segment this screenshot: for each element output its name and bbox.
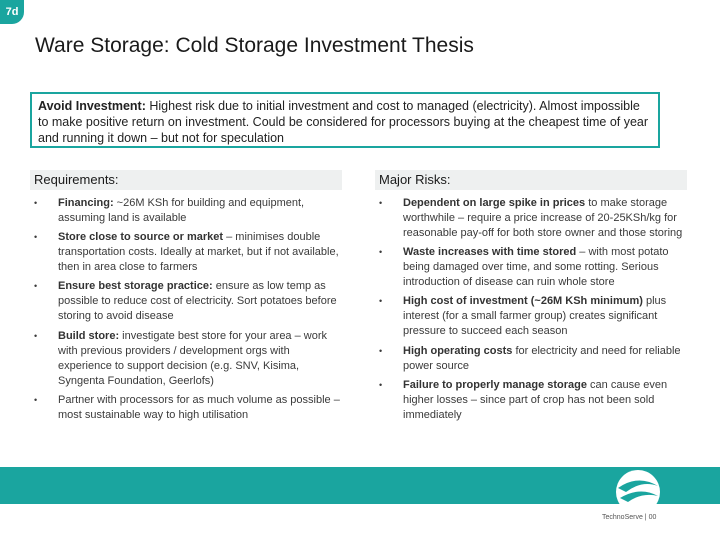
bullet: • [379,296,383,307]
bullet: • [379,247,383,258]
list-item [375,294,687,339]
item-text: Partner with processors for as much volume as possible – most sustainable way to high utilisation [58,393,340,421]
bullet: • [379,198,383,208]
list-item [30,279,345,324]
item-text: ~26M KSh for building and equipment, assuming land is available [58,197,305,224]
item-bold: Waste increases with time stored [403,246,577,259]
item-text: ensure as low temp as possible to reduce cost of electricity. Sort potatoes before storing to avoid disease [58,280,337,323]
risks-heading: Major Risks: [375,170,687,190]
bullet: • [34,394,38,405]
requirements-heading: Requirements: [30,170,342,190]
item-bold: Dependent on large spike in prices [403,197,586,209]
item-text: plus interest (for a small farmer group) creates significant pressure to succeed each season [403,295,667,338]
item-bold: Ensure best storage practice: [58,280,213,293]
item-bold: High cost of investment (~26M KSh minimum) [403,295,643,308]
thesis-box [30,92,660,148]
requirements-list [30,196,345,427]
slide-number-badge [0,0,24,24]
slide-number: 7d [5,6,19,18]
bullet: • [379,345,383,356]
item-text: to make storage worthwhile – require a price increase of 20-25KSh/kg for reasonable pay-off for both store owner and those storing [403,197,683,239]
risks-list [375,196,687,427]
list-item [375,344,687,374]
item-bold: Store close to source or market [58,231,224,244]
item-bold: Build store: [58,329,120,342]
list-item [30,329,345,389]
bullet: • [379,379,383,390]
bullet: • [34,232,38,243]
page-title: Ware Storage: Cold Storage Investment Thesis [35,34,474,57]
item-text: for electricity and need for reliable power source [403,344,681,372]
item-bold: Failure to properly manage storage [403,378,587,391]
item-text: can cause even higher losses – since part of crop has not been sold immediately [403,378,668,421]
list-item [375,196,687,241]
list-item [30,393,345,423]
thesis-text: Highest risk due to initial investment and cost to managed (electricity). Almost impossible to make positive return on investment. Could be considered for processors buying at the cheapest time of year and running it down – but not for speculation [38,99,649,145]
technoserve-logo-icon [598,466,678,514]
list-item [375,245,687,290]
bullet: • [34,330,38,341]
item-text: investigate best store for your area – work with previous providers / development orgs with experience to support decision (e.g. SNV, Kisima, Syngenta Foundation, Geerlofs) [58,329,328,387]
bullet: • [34,198,38,208]
list-item [375,378,687,423]
list-item [30,196,345,226]
item-text: – minimises double transportation costs. Ideally at market, but if not available, then in area close to farmers [58,231,339,274]
item-bold: Financing: [58,197,114,209]
item-bold: High operating costs [403,344,513,357]
list-item [30,230,345,275]
footer-text: TechnoServe | 00 [602,514,657,521]
item-text: – with most potato being damaged over time, and some rotting. Serious introduction of disease can ruin whole store [403,246,669,289]
thesis-bold: Avoid Investment: [38,99,146,113]
bullet: • [34,281,38,292]
